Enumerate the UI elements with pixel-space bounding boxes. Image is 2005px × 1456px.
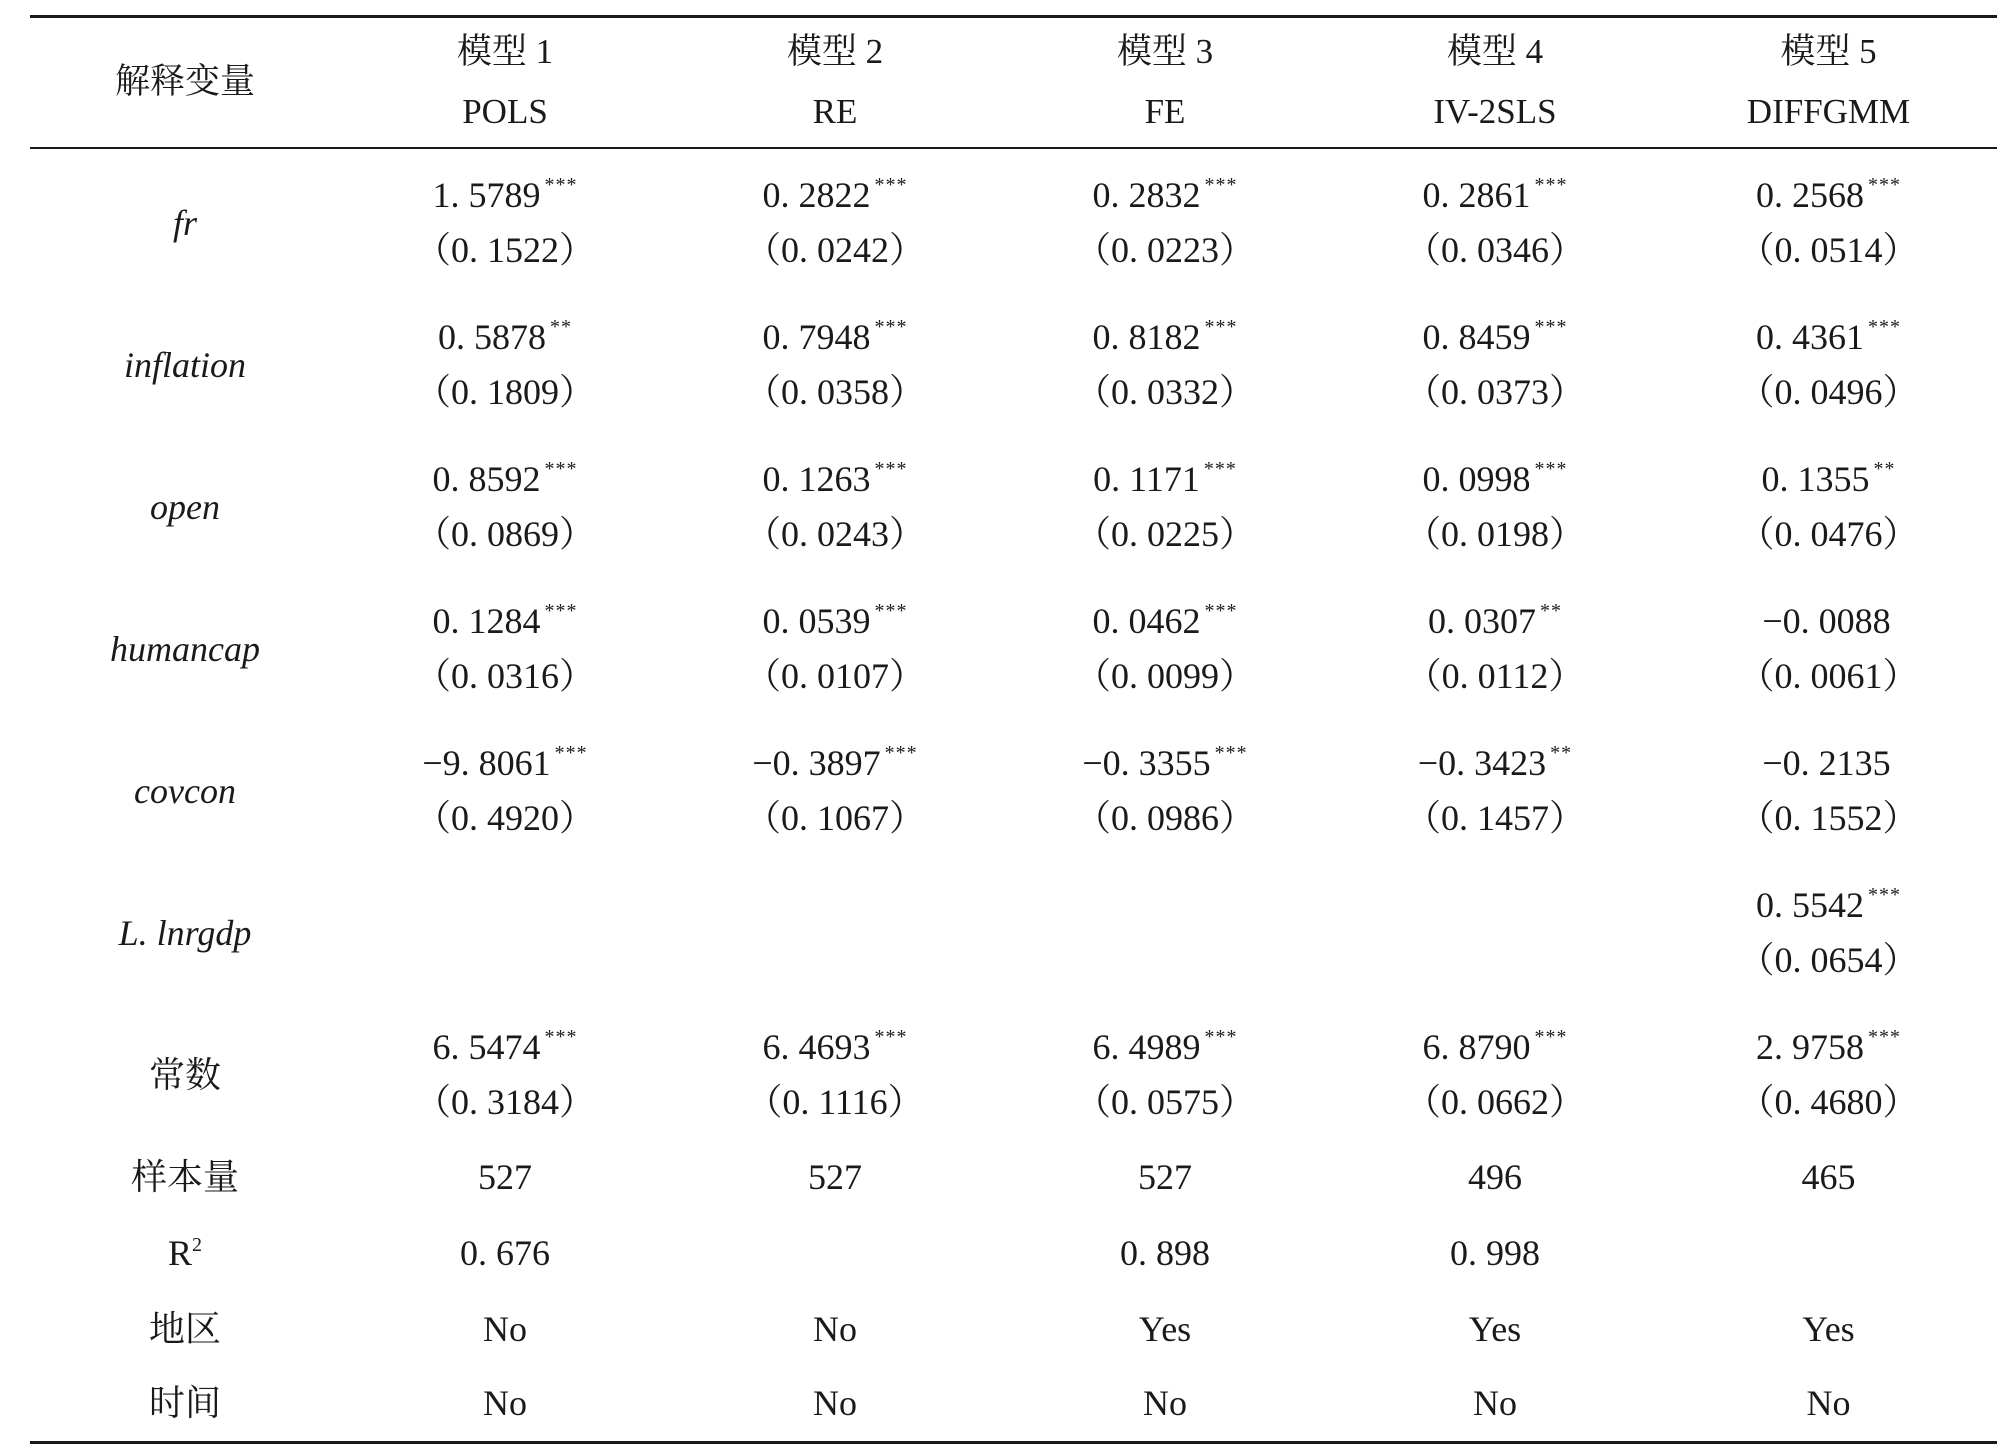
coefficient-humancap-model-5 (1660, 601, 1997, 647)
coefficient-covcon-model-4 (1330, 743, 1660, 789)
coefficient-covcon-model-5 (1660, 743, 1997, 789)
significance-stars: *** (874, 600, 908, 622)
coefficient-value: 0. 7948 (762, 317, 871, 357)
standard-error-humancap-model-2: （0. 0107） (744, 656, 925, 696)
standard-error-constant-model-2: （0. 1116） (746, 1082, 924, 1122)
standard-error-open-model-1: （0. 0869） (414, 514, 595, 554)
coefficient-value: 0. 0462 (1092, 601, 1201, 641)
coefficient-value: −0. 2135 (1762, 743, 1891, 783)
r-squared-exponent: 2 (192, 1234, 202, 1256)
standard-error-open-model-2: （0. 0243） (744, 514, 925, 554)
coefficient-value: 6. 4693 (762, 1027, 871, 1067)
coefficient-open-model-2 (670, 459, 1000, 505)
coefficient-value: 0. 2568 (1756, 175, 1864, 215)
coefficient-value: 0. 0998 (1422, 459, 1531, 499)
variable-label-l-lnrgdp: L. lnrgdp (118, 913, 252, 953)
significance-stars: *** (874, 1026, 908, 1048)
coefficient-value: 0. 5878 (438, 317, 546, 357)
coefficient-fr-model-4 (1330, 175, 1660, 221)
significance-stars: *** (1204, 174, 1238, 196)
variable-label-open: open (150, 487, 220, 527)
header-model-1: 模型 1 (456, 32, 554, 71)
stat-sample-size-5: 465 (1801, 1157, 1856, 1197)
stat-sample-size-3: 527 (1138, 1157, 1192, 1197)
coefficient-constant-model-4 (1330, 1027, 1660, 1073)
stat-time-1: No (483, 1383, 527, 1423)
stat-region-2: No (813, 1309, 857, 1349)
coefficient-value: 0. 4361 (1756, 317, 1864, 357)
significance-stars: *** (544, 174, 578, 196)
variable-label-inflation: inflation (123, 345, 246, 385)
significance-stars: *** (1204, 600, 1238, 622)
coefficient-value: 6. 5474 (432, 1027, 541, 1067)
coefficient-value: −0. 3897 (752, 743, 881, 783)
standard-error-open-model-4: （0. 0198） (1404, 514, 1585, 554)
significance-stars: *** (1534, 1026, 1568, 1048)
table-bottom-rule (30, 1441, 1997, 1444)
standard-error-l-lnrgdp-model-5: （0. 0654） (1738, 940, 1919, 980)
standard-error-inflation-model-4: （0. 0373） (1404, 372, 1585, 412)
coefficient-constant-model-1 (340, 1027, 670, 1073)
significance-stars: *** (1204, 316, 1238, 338)
standard-error-covcon-model-2: （0. 1067） (744, 798, 925, 838)
stat-label-r-squared (30, 1233, 340, 1279)
standard-error-constant-model-5: （0. 4680） (1738, 1082, 1919, 1122)
r-squared-base: R (167, 1233, 192, 1273)
significance-stars: *** (544, 458, 578, 480)
coefficient-open-model-1 (340, 459, 670, 505)
significance-stars: *** (874, 316, 908, 338)
coefficient-l-lnrgdp-model-5 (1660, 885, 1997, 931)
coefficient-covcon-model-2 (670, 743, 1000, 789)
variable-label-covcon: covcon (134, 771, 236, 811)
standard-error-inflation-model-5: （0. 0496） (1738, 372, 1919, 412)
stat-region-5: Yes (1802, 1309, 1855, 1349)
coefficient-l-lnrgdp-model-2 (670, 885, 1000, 931)
standard-error-constant-model-1: （0. 3184） (414, 1082, 595, 1122)
stat-time-2: No (813, 1383, 857, 1423)
header-method-5: DIFFGMM (1746, 92, 1911, 131)
significance-stars: *** (1868, 884, 1901, 906)
coefficient-inflation-model-5 (1660, 317, 1997, 363)
significance-stars: *** (554, 742, 588, 764)
table-header-rule (30, 147, 1997, 149)
coefficient-covcon-model-1 (340, 743, 670, 789)
standard-error-inflation-model-1: （0. 1809） (414, 372, 595, 412)
standard-error-open-model-3: （0. 0225） (1074, 514, 1255, 554)
coefficient-value: 0. 2822 (762, 175, 871, 215)
coefficient-inflation-model-1 (340, 317, 670, 363)
coefficient-fr-model-2 (670, 175, 1000, 221)
variable-label-humancap: humancap (110, 629, 260, 669)
coefficient-value: 0. 0539 (762, 601, 871, 641)
standard-error-fr-model-4: （0. 0346） (1404, 230, 1585, 270)
significance-stars: *** (544, 600, 578, 622)
header-method-4: IV-2SLS (1433, 92, 1557, 131)
coefficient-value: 2. 9758 (1756, 1027, 1864, 1067)
stat-sample-size-1: 527 (478, 1157, 532, 1197)
coefficient-humancap-model-3 (1000, 601, 1330, 647)
coefficient-humancap-model-1 (340, 601, 670, 647)
significance-stars: *** (874, 174, 908, 196)
stat-region-3: Yes (1138, 1309, 1192, 1349)
significance-stars: *** (1534, 174, 1568, 196)
coefficient-value: 0. 2832 (1092, 175, 1201, 215)
stat-region-1: No (483, 1309, 527, 1349)
significance-stars: ** (1550, 742, 1573, 764)
standard-error-fr-model-5: （0. 0514） (1738, 230, 1919, 270)
stat-r-squared-4: 0. 998 (1450, 1233, 1540, 1273)
standard-error-inflation-model-2: （0. 0358） (744, 372, 925, 412)
header-model-5: 模型 5 (1780, 32, 1877, 71)
stat-label-time: 时间 (148, 1383, 221, 1423)
significance-stars: *** (1868, 316, 1901, 338)
significance-stars: ** (550, 316, 572, 338)
coefficient-open-model-3 (1000, 459, 1330, 505)
variable-label-constant: 常数 (148, 1055, 221, 1095)
standard-error-covcon-model-1: （0. 4920） (414, 798, 595, 838)
standard-error-humancap-model-3: （0. 0099） (1074, 656, 1255, 696)
coefficient-inflation-model-4 (1330, 317, 1660, 363)
coefficient-value: 6. 4989 (1092, 1027, 1201, 1067)
standard-error-constant-model-3: （0. 0575） (1074, 1082, 1255, 1122)
stat-r-squared-1: 0. 676 (460, 1233, 550, 1273)
significance-stars: *** (874, 458, 908, 480)
significance-stars: ** (1873, 458, 1896, 480)
stat-label-sample-size: 样本量 (130, 1157, 239, 1197)
coefficient-value: 0. 8182 (1092, 317, 1201, 357)
coefficient-value: −9. 8061 (422, 743, 551, 783)
standard-error-fr-model-3: （0. 0223） (1074, 230, 1255, 270)
coefficient-l-lnrgdp-model-1 (340, 885, 670, 931)
stat-time-5: No (1806, 1383, 1851, 1423)
coefficient-fr-model-3 (1000, 175, 1330, 221)
coefficient-inflation-model-2 (670, 317, 1000, 363)
stat-time-4: No (1473, 1383, 1517, 1423)
standard-error-fr-model-1: （0. 1522） (414, 230, 595, 270)
standard-error-humancap-model-4: （0. 0112） (1405, 656, 1585, 696)
significance-stars: ** (1540, 600, 1562, 622)
variable-label-fr: fr (172, 203, 197, 243)
coefficient-value: 0. 1171 (1093, 459, 1200, 499)
significance-stars: *** (1203, 458, 1237, 480)
standard-error-open-model-5: （0. 0476） (1738, 514, 1919, 554)
standard-error-covcon-model-3: （0. 0986） (1074, 798, 1255, 838)
significance-stars: *** (1534, 458, 1568, 480)
significance-stars: *** (1204, 1026, 1238, 1048)
stat-region-4: Yes (1468, 1309, 1522, 1349)
coefficient-value: −0. 3355 (1082, 743, 1211, 783)
coefficient-covcon-model-3 (1000, 743, 1330, 789)
stat-sample-size-2: 527 (808, 1157, 862, 1197)
coefficient-constant-model-2 (670, 1027, 1000, 1073)
standard-error-humancap-model-5: （0. 0061） (1738, 656, 1919, 696)
significance-stars: *** (544, 1026, 578, 1048)
coefficient-value: 0. 5542 (1756, 885, 1864, 925)
coefficient-constant-model-5 (1660, 1027, 1997, 1073)
significance-stars: *** (1534, 316, 1568, 338)
header-model-4: 模型 4 (1446, 32, 1544, 71)
header-model-3: 模型 3 (1116, 32, 1214, 71)
standard-error-inflation-model-3: （0. 0332） (1074, 372, 1255, 412)
standard-error-covcon-model-4: （0. 1457） (1404, 798, 1585, 838)
coefficient-fr-model-5 (1660, 175, 1997, 221)
coefficient-value: 0. 0307 (1428, 601, 1536, 641)
coefficient-open-model-4 (1330, 459, 1660, 505)
coefficient-value: 0. 8459 (1422, 317, 1531, 357)
coefficient-humancap-model-4 (1330, 601, 1660, 647)
coefficient-value: 1. 5789 (432, 175, 541, 215)
header-explanatory-variable: 解释变量 (114, 62, 255, 101)
header-method-1: POLS (462, 92, 548, 131)
stat-r-squared-3: 0. 898 (1120, 1233, 1210, 1273)
significance-stars: *** (1214, 742, 1248, 764)
coefficient-l-lnrgdp-model-4 (1330, 885, 1660, 931)
standard-error-constant-model-4: （0. 0662） (1404, 1082, 1585, 1122)
header-model-2: 模型 2 (786, 32, 884, 71)
coefficient-value: −0. 0088 (1762, 601, 1891, 641)
coefficient-value: 0. 1355 (1761, 459, 1870, 499)
stat-sample-size-4: 496 (1468, 1157, 1522, 1197)
significance-stars: *** (884, 742, 918, 764)
coefficient-value: 0. 1284 (432, 601, 541, 641)
standard-error-humancap-model-1: （0. 0316） (414, 656, 595, 696)
coefficient-fr-model-1 (340, 175, 670, 221)
stat-time-3: No (1143, 1383, 1187, 1423)
coefficient-value: 0. 8592 (432, 459, 541, 499)
coefficient-l-lnrgdp-model-3 (1000, 885, 1330, 931)
coefficient-value: 0. 1263 (762, 459, 871, 499)
coefficient-constant-model-3 (1000, 1027, 1330, 1073)
significance-stars: *** (1868, 174, 1901, 196)
standard-error-fr-model-2: （0. 0242） (744, 230, 925, 270)
coefficient-humancap-model-2 (670, 601, 1000, 647)
coefficient-inflation-model-3 (1000, 317, 1330, 363)
header-method-2: RE (812, 92, 858, 131)
coefficient-open-model-5 (1660, 459, 1997, 505)
table-top-rule (30, 15, 1997, 18)
standard-error-covcon-model-5: （0. 1552） (1738, 798, 1919, 838)
stat-label-region: 地区 (148, 1309, 221, 1349)
coefficient-value: 6. 8790 (1422, 1027, 1531, 1067)
header-method-3: FE (1144, 92, 1186, 131)
coefficient-value: 0. 2861 (1422, 175, 1531, 215)
significance-stars: *** (1868, 1026, 1901, 1048)
coefficient-value: −0. 3423 (1417, 743, 1547, 783)
